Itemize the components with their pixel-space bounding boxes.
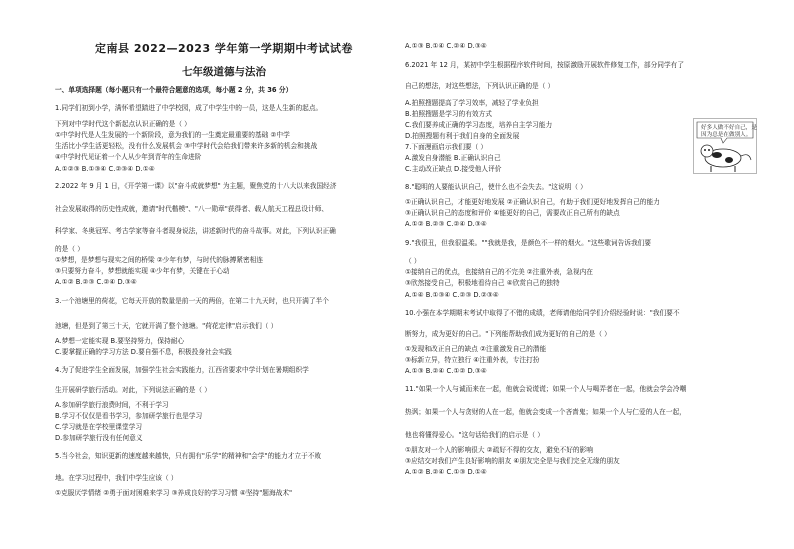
- left-line: 3.一个池塘里的荷花，它每天开放的数量是前一天的两倍，在第二十九天时，也只开满了半个: [55, 297, 329, 305]
- right-line: 断努力，成为更好的自己。"下列能帮助我们成为更好的自己的是（ ）: [405, 330, 611, 338]
- right-line: C.我们要养成正确的学习态度，培养自主学习能力: [405, 121, 553, 129]
- left-line: 2.2022 年 9 月 1 日，《开学第一课》以"奋斗成就梦想" 为主题，聚焦党的十八大以来我国经济: [55, 182, 337, 190]
- right-line: （ ）: [405, 257, 421, 265]
- left-line: A.参加研学旅行浪费时间，不利于学习: [55, 401, 169, 409]
- right-line: A.激发自身潜能 B.正确认识自己: [405, 154, 501, 162]
- left-line: A.①② B.②③ C.②④ D.③④: [55, 278, 137, 286]
- right-line: A.①③ B.②④ C.①② D.③④: [405, 367, 487, 375]
- right-line: 10.小强在本学期期末考试中取得了不错的成绩，老师请他给同学们介绍经验时说："我们要不: [405, 309, 680, 317]
- left-line: ④中学时代见证着一个人从少年到青年的生命进阶: [55, 153, 202, 161]
- right-line: ③标新立异，特立独行 ④注重外表，专注打扮: [405, 356, 540, 364]
- left-line: B.学习不仅仅是看书学习，参加研学旅行也是学习: [55, 412, 203, 420]
- right-line: 7.下面漫画启示我们要（ ）: [405, 143, 488, 151]
- left-line: 生活比小学生活更轻松，没有什么发展机会 ③中学时代会给我们带来许多新的机会和挑战: [55, 142, 318, 150]
- left-line: 生开展研学旅行活动。对此，下列说法正确的是（ ）: [55, 386, 211, 394]
- left-line: ①克服厌学情绪 ②勇于面对困难来学习 ③养成良好的学习习惯 ④坚持"题海战术": [55, 489, 293, 497]
- right-line: 他也将懂得爱心。"这句话给我们的启示是（ ）: [405, 431, 544, 439]
- left-line: C.学习就是在学校里课堂学习: [55, 423, 143, 431]
- right-line: 热讽；如果一个人与贪财的人在一起，他就会变成一个吝啬鬼；如果一个人与仁爱的人在一起，: [405, 408, 686, 416]
- right-line: ③正确认识自己的态度和评价 ④能更好的自己，需要改正自己所有的缺点: [405, 209, 620, 217]
- right-line: A.①② B.②④ C.①③ D.①④: [405, 468, 487, 476]
- right-line: 6.2021 年 12 月，某初中学生根据程序软件时间，按原激励开展软件修复工作，部分同学有了: [405, 61, 685, 69]
- left-line: 下列对中学时代这个新起点认识正确的是（ ）: [55, 120, 191, 128]
- left-line: 池塘，但是到了第三十天，它就开满了整个池塘。"荷花定律"启示我们（ ）: [55, 322, 278, 330]
- left-line: 地。在学习过程中，我们中学生应该（ ）: [55, 474, 178, 482]
- right-line: A.①② B.②③ C.②④ D.③④: [405, 220, 487, 228]
- right-line: ③应结交对我们产生良好影响的朋友 ④朋友完全是与我们完全无缘的朋友: [405, 457, 620, 465]
- right-line: ①正确认识自己，才能更好地发展 ②正确认识自己，有助于我们更好地发挥自己的能力: [405, 198, 660, 206]
- cow-cartoon-icon: [693, 118, 757, 174]
- right-line: 自己的想法，对这些想法，下列认识正确的是（ ）: [405, 82, 555, 90]
- right-line: A.拍照搜题提高了学习效率，减轻了学业负担: [405, 99, 539, 107]
- left-line: 科学家、冬奥冠军、考古学家等奋斗者现身说法，讲述新时代的奋斗故事。对此，下列认识正确: [55, 227, 336, 235]
- right-line: 9."我很丑，但我很温柔。""我就是我，是颜色不一样的烟火。"这些歌词告诉我们要: [405, 239, 652, 247]
- right-line: 11."如果一个人与诚而来在一起，他就会说谎谎；如果一个人与喝弄者在一起，他就会学会冷嘲: [405, 385, 687, 393]
- right-line: ①发现和改正自己的缺点 ②注重激发自己的潜能: [405, 345, 547, 353]
- left-line: 1.同学们初到小学，满怀希望踏进了中学校园，成了中学生中的一员，这是人生新的起点。: [55, 104, 323, 112]
- exam-title: 定南县 2022—2023 学年第一学期期中考试试卷: [95, 42, 353, 55]
- right-line: ①朋友对一个人的影响很大 ②疏好不得的交友，避免不好的影响: [405, 446, 593, 454]
- left-line: D.参加研学旅行没有任何意义: [55, 434, 143, 442]
- right-line: ①接纳自己的优点，也接纳自己的不完美 ②注重外表，急视内在: [405, 268, 593, 276]
- left-line: A.梦想一定能实现 B.要坚持努力，保持耐心: [55, 337, 185, 345]
- left-line: 的是（ ）: [55, 245, 84, 253]
- left-line: C.要掌握正确的学习方法 D.要自强不息，积极投身社会实践: [55, 348, 232, 356]
- left-line: ①梦想，是梦想与现实之间的桥梁 ②少年有梦，与时代的脉搏紧密相连: [55, 256, 264, 264]
- left-line: A.①②③ B.①③④ C.②③④ D.①④: [55, 165, 155, 173]
- left-line: 社会发展取得的历史性成就，邀请"时代楷模"、"八一勋章"获得者、载人航天工程总设计师、: [55, 205, 329, 213]
- left-line: 4.为了促进学生全面发展，加强学生社会实践能力，江西省要求中学计划在暑期组织学: [55, 366, 309, 374]
- left-line: 5.当今社会，知识更新的速度越来越快，只有拥有"乐学"的精神和"会学"的能力才立于不败: [55, 452, 322, 460]
- exam-subtitle: 七年级道德与法治: [182, 66, 266, 78]
- left-line: ③只要努力奋斗，梦想就能实现 ④少年有梦，关键在于心动: [55, 267, 230, 275]
- cartoon-image: [693, 118, 757, 174]
- right-line: 8."聪明的人要能认识自己，使什么也不会失去。"这说明（ ）: [405, 183, 587, 191]
- right-line: A.①③ B.①④ C.②④ D.③④: [405, 42, 487, 50]
- right-line: C.主动改正缺点 D.接受他人评价: [405, 165, 502, 173]
- left-line: 一、单项选择题（每小题只有一个最符合题意的选项，每小题 2 分，共 36 分）: [55, 86, 293, 94]
- cartoon-caption-1: 好多人做不好自己，是: [701, 125, 757, 131]
- left-line: ①中学时代是人生发展的一个新阶段，意为我们的一生奠定最重要的基础 ②中学: [55, 131, 290, 139]
- right-line: B.拍照搜题是学习的有效方式: [405, 110, 492, 118]
- right-line: ③欣然接受自己，积极地看待自己 ④欣赏自己的独特: [405, 279, 560, 287]
- right-line: A.①④ B.①③④ C.②③ D.②③④: [405, 291, 499, 299]
- right-line: D.拍照搜题有利于我们自身的全面发展: [405, 132, 520, 140]
- cartoon-caption-2: 因为总是在做别人。: [701, 132, 752, 138]
